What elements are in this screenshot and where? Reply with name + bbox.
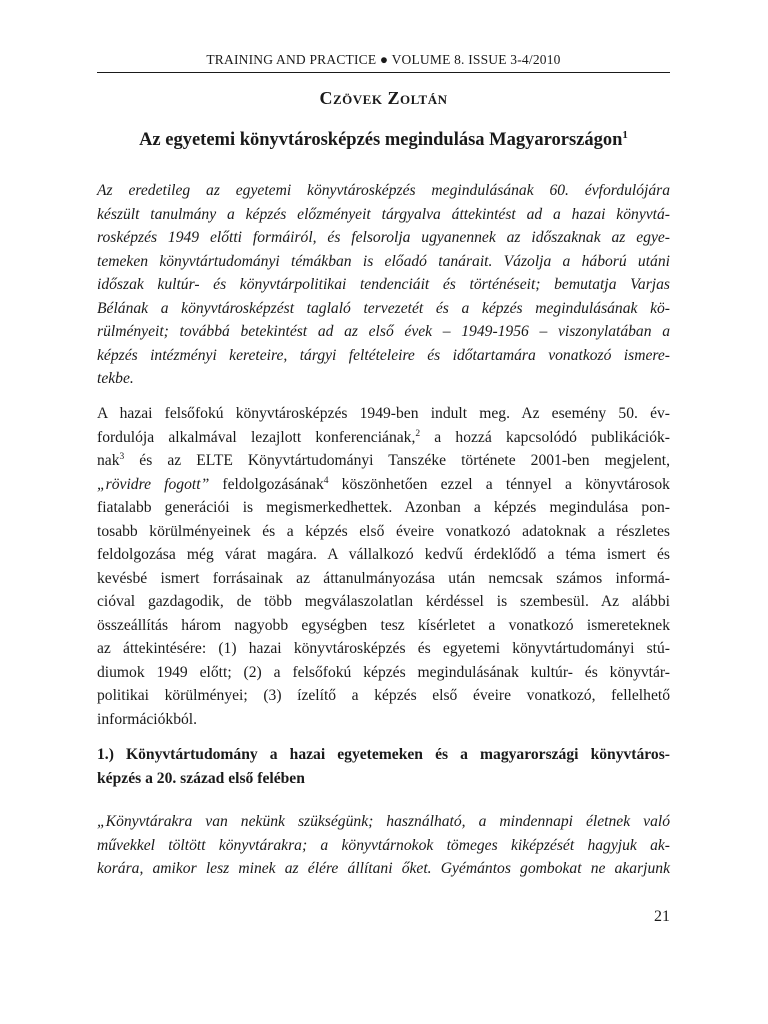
header-divider <box>97 72 670 73</box>
footnote-ref: 2 <box>415 428 421 439</box>
body-line: politikai körülményei; (3) ízelítő a képzés első éveire vonatkozó, fellelhető <box>97 687 670 704</box>
footnote-ref: 4 <box>323 475 329 486</box>
abstract-line: Az eredetileg az egyetemi könyvtárosképzés megindulásának 60. évfordulójára <box>97 182 670 199</box>
article-author: Czövek Zoltán <box>319 88 448 108</box>
body-text: köszönhetően ezzel a ténnyel a könyvtárosok <box>328 475 670 493</box>
footnote-ref: 1 <box>622 128 628 141</box>
body-line: feldolgozása még várat magára. A vállalkozó kedvű érdeklődő a téma ismert és <box>97 546 670 563</box>
body-line: az áttekintésére: (1) hazai könyvtárosképzés és egyetemi könyvtártudományi stú- <box>97 640 670 657</box>
body-text: fordulója alkalmával lezajlott konferenciának, <box>97 428 416 446</box>
abstract-line: képzés intézményi kereteire, tárgyi feltételeire és időtartamára vonatkozó ismere- <box>97 346 670 364</box>
body-line: információkból. <box>97 710 198 728</box>
body-text: feldolgozásának <box>209 475 324 493</box>
body-line: A hazai felsőfokú könyvtárosképzés 1949-ben indult meg. Az esemény 50. év- <box>97 405 670 422</box>
abstract-line: tekbe. <box>97 370 134 387</box>
body-line: tosabb körülményeinek és a képzés első éveire vonatkozó adatoknak a részletes <box>97 522 670 540</box>
body-line: kevésbé ismert forrásainak az áttanulmányozása után nemcsak számos informá- <box>97 569 670 587</box>
body-line: fiatalabb generációi is megismerkedhettek. Azonban a képzés megindulása pon- <box>97 499 670 516</box>
abstract-line: időszak kultúr- és könyvtárpolitikai tendenciáit és történéseit; bemutatja Varjas <box>97 276 670 293</box>
article-title <box>97 130 670 151</box>
quote-line: „Könyvtárakra van nekünk szükségünk; használható, a mindennapi életnek való <box>97 813 670 830</box>
heading-line: képzés a 20. század első felében <box>97 769 305 787</box>
footnote-ref: 3 <box>119 451 125 462</box>
page-number: 21 <box>654 908 670 925</box>
body-text: nak <box>97 452 120 469</box>
abstract-line: temeken könyvtártudományi témákban is előadó tanárait. Vázolja a háború utáni <box>97 252 670 270</box>
abstract-line: rosképzés 1949 előtti formáiról, és felsorolja ugyanennek az időszaknak az egye- <box>97 229 670 246</box>
section-heading <box>97 743 670 790</box>
intro-paragraph <box>97 402 670 731</box>
quote-line: korára, amikor lesz minek az élére állítani őket. Gyémántos gombokat ne akarjunk <box>97 860 670 877</box>
running-header: TRAINING AND PRACTICE ● VOLUME 8. ISSUE 3-4/2010 <box>206 52 561 67</box>
body-line: összeállítás három nagyobb egységben tesz kísérletet a vonatkozó ismereteknek <box>97 616 670 634</box>
body-line <box>97 473 670 497</box>
body-line <box>97 426 670 450</box>
block-quote <box>97 810 670 881</box>
heading-line: 1.) Könyvtártudomány a hazai egyetemeken és a magyarországi könyvtáros- <box>97 746 670 763</box>
body-line: cióval gazdagodik, de több megválaszolatlan kérdéssel is szembesül. Az alábbi <box>97 593 670 610</box>
body-line: diumok 1949 előtt; (2) a felsőfokú képzés megindulásának kultúr- és könyvtár- <box>97 663 670 681</box>
body-text: és az ELTE Könyvtártudományi Tanszéke története 2001-ben megjelent, <box>124 452 670 469</box>
article-title-text: Az egyetemi könyvtárosképzés megindulása Magyarországon <box>139 130 623 150</box>
body-text: a hozzá kapcsolódó publikációk- <box>420 428 670 446</box>
abstract-line: készült tanulmány a képzés előzményeit tárgyalva áttekintést ad a hazai könyvtá- <box>97 205 670 223</box>
abstract <box>97 179 670 391</box>
abstract-line: rülményeit; továbbá betekintést ad az első évek – 1949-1956 – viszonylatában a <box>97 323 670 340</box>
italic-title: „rövidre fogott” <box>97 475 210 493</box>
body-line <box>97 449 670 473</box>
quote-line: művekkel töltött könyvtárakra; a könyvtárnokok tömeges kiképzését hagyjuk ak- <box>97 836 670 854</box>
abstract-line: Bélának a könyvtárosképzést taglaló tervezetét és a képzés megindulásának kö- <box>97 299 670 317</box>
